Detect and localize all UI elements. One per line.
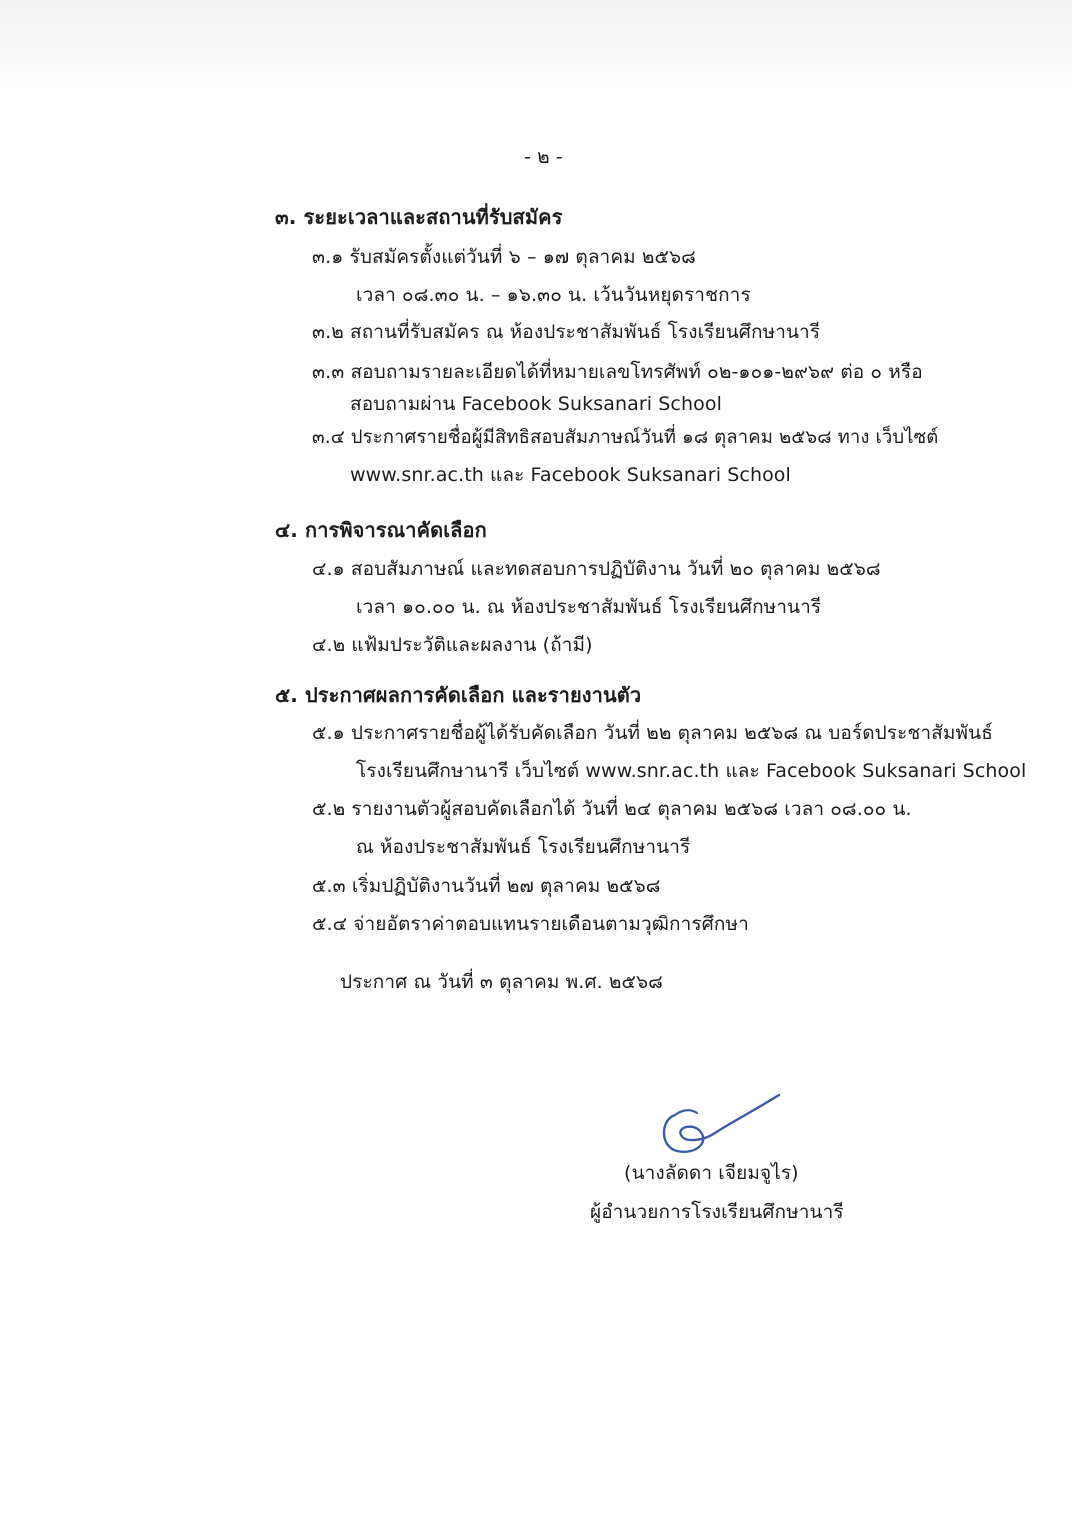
- item-4-1: ๔.๑ สอบสัมภาษณ์ และทดสอบการปฏิบัติงาน วันที่ ๒๐ ตุลาคม ๒๕๖๘: [312, 558, 881, 580]
- item-3-1: ๓.๑ รับสมัครตั้งแต่วันที่ ๖ – ๑๗ ตุลาคม ๒๕๖๘: [312, 246, 696, 268]
- item-5-3: ๕.๓ เริ่มปฏิบัติงานวันที่ ๒๗ ตุลาคม ๒๕๖๘: [312, 875, 661, 897]
- item-5-1-cont: โรงเรียนศึกษานารี เว็บไซต์ www.snr.ac.th และ Facebook Suksanari School: [356, 760, 1027, 782]
- announcement-date: ประกาศ ณ วันที่ ๓ ตุลาคม พ.ศ. ๒๕๖๘: [340, 971, 663, 993]
- item-3-2: ๓.๒ สถานที่รับสมัคร ณ ห้องประชาสัมพันธ์ โรงเรียนศึกษานารี: [312, 321, 821, 343]
- item-3-4-cont: www.snr.ac.th และ Facebook Suksanari School: [350, 464, 791, 486]
- section-4-heading: ๔. การพิจารณาคัดเลือก: [275, 518, 487, 542]
- item-3-3-cont: สอบถามผ่าน Facebook Suksanari School: [350, 393, 722, 415]
- signer-name: (นางลัดดา เจียมจูไร): [624, 1162, 799, 1184]
- item-5-1: ๕.๑ ประกาศรายชื่อผู้ได้รับคัดเลือก วันที่ ๒๒ ตุลาคม ๒๕๖๘ ณ บอร์ดประชาสัมพันธ์: [312, 722, 993, 744]
- section-3-heading: ๓. ระยะเวลาและสถานที่รับสมัคร: [275, 205, 563, 229]
- item-3-1-time: เวลา ๐๘.๓๐ น. – ๑๖.๓๐ น. เว้นวันหยุดราชการ: [356, 284, 751, 306]
- handwritten-signature: [655, 1085, 795, 1160]
- page-top-shade: [0, 0, 1072, 90]
- item-4-1-time: เวลา ๑๐.๐๐ น. ณ ห้องประชาสัมพันธ์ โรงเรียนศึกษานารี: [356, 596, 822, 618]
- signer-position: ผู้อำนวยการโรงเรียนศึกษานารี: [590, 1201, 844, 1223]
- page-number: - ๒ -: [524, 146, 563, 168]
- section-5-heading: ๕. ประกาศผลการคัดเลือก และรายงานตัว: [275, 683, 642, 707]
- item-5-2-cont: ณ ห้องประชาสัมพันธ์ โรงเรียนศึกษานารี: [356, 836, 691, 858]
- item-3-3: ๓.๓ สอบถามรายละเอียดได้ที่หมายเลขโทรศัพท์ ๐๒-๑๐๑-๒๙๖๙ ต่อ ๐ หรือ: [312, 361, 923, 383]
- item-3-4: ๓.๔ ประกาศรายชื่อผู้มีสิทธิสอบสัมภาษณ์วันที่ ๑๘ ตุลาคม ๒๕๖๘ ทาง เว็บไซต์: [312, 427, 939, 448]
- item-5-2: ๕.๒ รายงานตัวผู้สอบคัดเลือกได้ วันที่ ๒๔ ตุลาคม ๒๕๖๘ เวลา ๐๘.๐๐ น.: [312, 798, 912, 820]
- item-5-4: ๕.๔ จ่ายอัตราค่าตอบแทนรายเดือนตามวุฒิการศึกษา: [312, 913, 749, 935]
- item-4-2: ๔.๒ แฟ้มประวัติและผลงาน (ถ้ามี): [312, 634, 593, 656]
